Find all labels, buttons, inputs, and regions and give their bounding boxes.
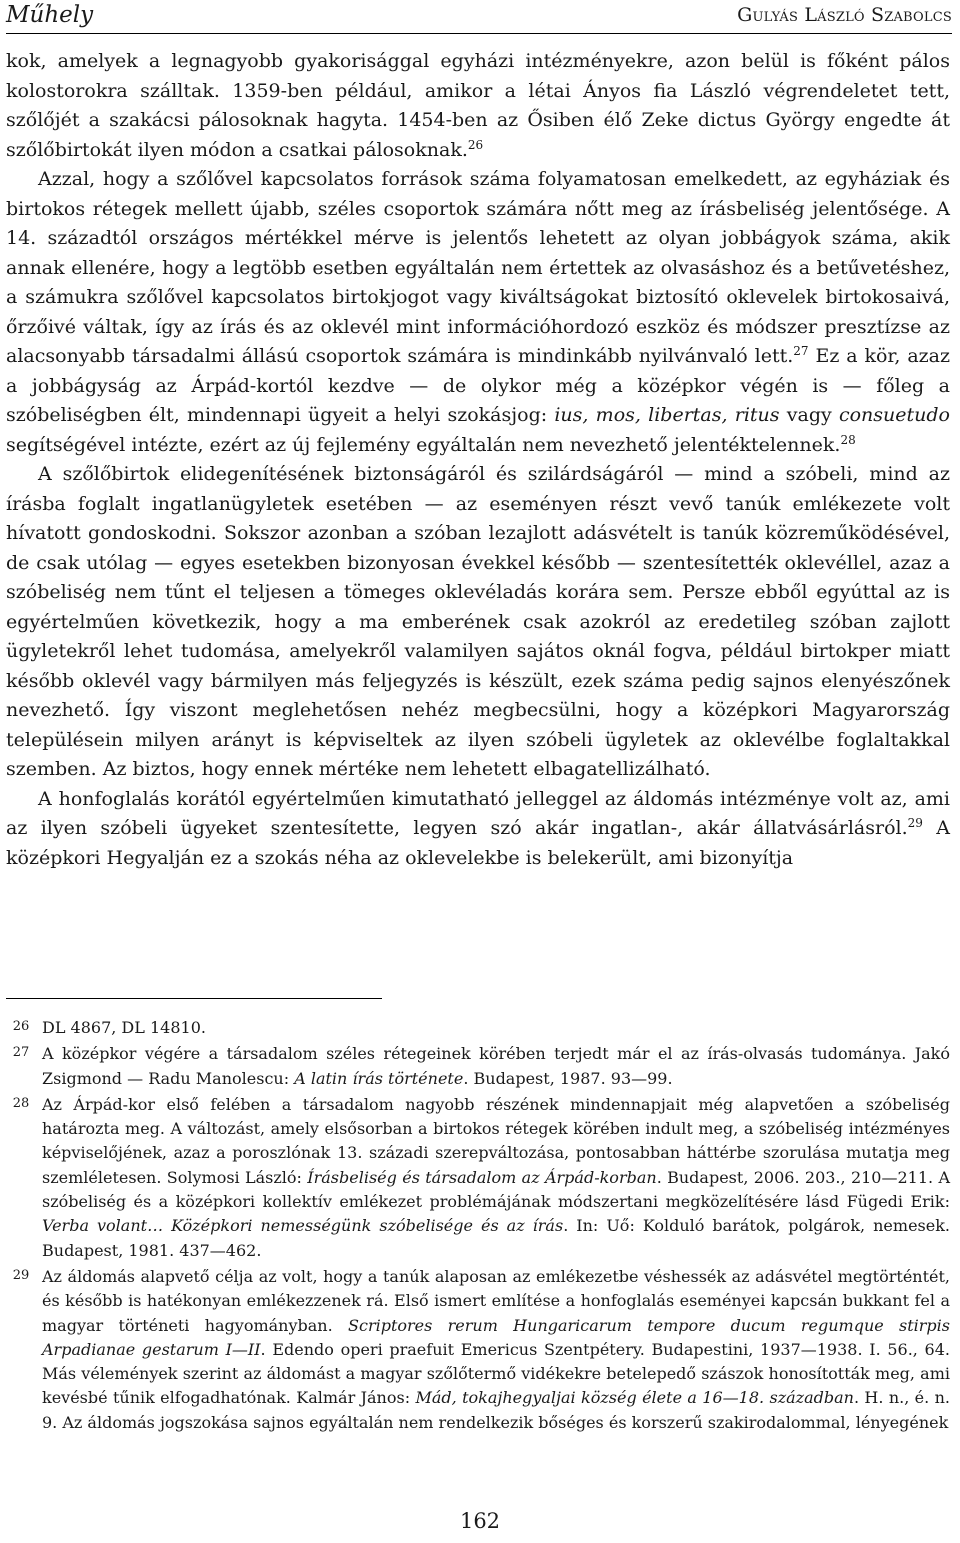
author-name: Gulyás László Szabolcs bbox=[737, 4, 952, 26]
italic-text: Verba volant… Középkori nemességünk szóbelisége és az írás bbox=[42, 1216, 564, 1236]
footnote-number: 28 bbox=[12, 1095, 30, 1111]
footnote bbox=[6, 1016, 950, 1040]
footnote-number: 26 bbox=[12, 1019, 30, 1034]
body-text bbox=[6, 47, 950, 873]
text-run: A szőlőbirtok elidegenítésének biztonságáról és szilárdságáról — mind a szóbeli, mind az írásba foglalt ingatlanügyletek esetében — az eseményen részt vevő tanúk emlékezete volt hívatott gondoskodni. Sokszor azonban a szóban lezajlott adásvételt is tanúk közreműködésével, de csak utólag — egyes esetekben bizonyosan évekkel később — szentesítették oklevéllel, azaz a szóbeliség nem tűnt el teljesen a tömeges oklevéladás korára sem. Persze ebből egyúttal az is egyértelműen következik, hogy a ma emberének csak azokról az eredetileg szóban zajlott ügyletekről lehet tudomása, amelyekről valamilyen sajátos oknál fogva, például birtokper miatt később oklevél vagy bármilyen más feljegyzés is készült, ezek száma pedig sajnos elenyészőnek nevezhető. Így viszont meglehetősen nehéz megbecsülni, hogy a középkori Magyarország településein milyen arányt is képviseltek az ilyen szóbeli ügyletek az oklevélbe foglaltakkal szemben. Az biztos, hogy ennek mértéke nem lehetett elbagatellizálható. bbox=[6, 463, 950, 780]
footnote-number: 27 bbox=[12, 1045, 30, 1061]
footnote bbox=[6, 1093, 950, 1263]
paragraph bbox=[6, 47, 950, 165]
italic-text: ius, mos, libertas, ritus bbox=[554, 404, 780, 426]
page-number: 162 bbox=[459, 1509, 501, 1533]
italic-text: A latin írás története bbox=[294, 1068, 464, 1088]
text-run: A honfoglalás korától egyértelműen kimutatható jelleggel az áldomás intézménye volt az, ami az ilyen szóbeli ügyeket szentesítette, legyen szó akár ingatlan-, akár állatvásárlásról. bbox=[6, 787, 950, 839]
text-run: kok, amelyek a legnagyobb gyakorisággal egyházi intézményekre, azon belül is főként pálos kolostorokra szálltak. 1359-ben például, amikor a létai Ányos fia László végrendeletet tett, szőlőjét a szakácsi pálosoknak hagyta. 1454-ben az Ősiben élő Zeke dictus György engedte át szőlőbirtokát ilyen módon a csatkai pálosoknak. bbox=[6, 50, 950, 161]
text-run: DL 4867, DL 14810. bbox=[42, 1018, 206, 1037]
footnote-text bbox=[36, 1042, 950, 1091]
running-header bbox=[6, 0, 952, 32]
footnote-rule bbox=[6, 998, 382, 999]
paragraph bbox=[6, 165, 950, 460]
text-run: . Budapest, 1987. 93—99. bbox=[463, 1068, 673, 1088]
text-run: Ez a kör, azaz a jobbágyság az Árpád-kortól kezdve — de olykor még a középkor végén is — főleg a szóbeliségben élt, mindennapi ügyeit a helyi szokásjog: bbox=[6, 345, 950, 426]
text-run: vagy bbox=[779, 404, 839, 426]
section-title: Műhely bbox=[6, 2, 94, 28]
paragraph bbox=[6, 785, 950, 874]
footnote-text bbox=[36, 1093, 950, 1263]
footnotes bbox=[6, 1016, 950, 1437]
text-run: . Budapest, 2006. 203., 210—211. A szóbeliség és a középkori kollektív emlékezet problémájának módszertani megközelítésére lásd Fügedi Erik: bbox=[42, 1167, 951, 1212]
header-rule bbox=[6, 33, 952, 34]
footnote-ref: 26 bbox=[467, 137, 484, 152]
italic-text: Scriptores rerum Hungaricarum tempore ducum regumque stirpis Arpadianae gestarum I—II bbox=[42, 1315, 951, 1359]
text-run: A középkor végére a társadalom széles rétegeinek körében terjedt már el az írás-olvasás tudománya. Jakó Zsigmond — Radu Manolescu: bbox=[42, 1044, 950, 1088]
footnote-text bbox=[36, 1016, 950, 1040]
text-run: segítségével intézte, ezért az új fejlemény egyáltalán nem nevezhető jelentéktelennek. bbox=[6, 433, 841, 456]
text-run: Azzal, hogy a szőlővel kapcsolatos források száma folyamatosan emelkedett, az egyháziak és birtokos rétegek mellett újabb, széles csoportok számára nőtt meg az írásbeliség jelentősége. A 14. századtól országos mértékkel mérve is jelentős lehetett az olyan jobbágyok száma, akik annak ellenére, hogy a legtöbb esetben egyáltalán nem értettek az olvasáshoz és a betűvetéshez, a számukra szőlővel kapcsolatos birtokjogot vagy kiváltságokat biztosító oklevelek birtokosaivá, őrzőivé váltak, így az írás és az oklevél mint információhordozó eszköz és módszer presztízse az alacsonyabb társadalmi állású csoportok számára is mindinkább nyilvánvaló lett. bbox=[6, 168, 950, 367]
text-run: Az Árpád-kor első felében a társadalom nagyobb részének mindennapjait még alapvetően a szóbeliség határozta meg. A változást, amely elsősorban a birtokos rétegek körében indult meg, a szóbeliség intézményes képviselőjének, azaz a poroszlónak 13. századi szerepváltozása, pontosabban háttérbe szorulása mutatja meg szemléletesen. Solymosi László: bbox=[42, 1094, 950, 1187]
text-run: . In: Uő: Kolduló barátok, polgárok, nemesek. Budapest, 1981. 437—462. bbox=[42, 1216, 950, 1260]
text-run: Az áldomás alapvető célja az volt, hogy a tanúk alaposan az emlékezetbe véshessék az adásvétel megtörténtét, és később is hatékonyan emlékezzenek rá. Első ismert említése a honfoglalás eseményei kapcsán bukkant fel a magyar történeti hagyományban. bbox=[42, 1266, 950, 1335]
footnote-ref: 28 bbox=[840, 432, 856, 447]
italic-text: Mád, tokajhegyaljai község élete a 16—18. században bbox=[415, 1388, 854, 1408]
footnote bbox=[6, 1042, 950, 1091]
text-run: . H. n., é. n. 9. Az áldomás jogszokása sajnos egyáltalán nem rendelkezik bőséges és korszerű szakirodalommal, lényegének bbox=[42, 1388, 950, 1432]
text-run: A középkori Hegyalján ez a szokás néha az oklevelekbe is belekerült, ami bizonyítja bbox=[6, 817, 950, 869]
footnote-ref: 27 bbox=[793, 344, 809, 358]
footnote-ref: 29 bbox=[907, 816, 923, 830]
footnote-text bbox=[36, 1265, 950, 1435]
text-run: . Edendo operi praefuit Emericus Szentpétery. Budapestini, 1937—1938. I. 56., 64. Más vélemények szerint az áldomást a magyar szőlőtermő vidékekre betelepedő szászok honosították meg, ami kevésbé tűnik elfogadhatónak. Kalmár János: bbox=[42, 1339, 950, 1408]
paragraph bbox=[6, 460, 950, 785]
italic-text: consuetudo bbox=[838, 404, 950, 426]
italic-text: Írásbeliség és társadalom az Árpád-korban bbox=[307, 1167, 657, 1187]
footnote-number: 29 bbox=[12, 1267, 30, 1283]
footnote bbox=[6, 1265, 950, 1435]
